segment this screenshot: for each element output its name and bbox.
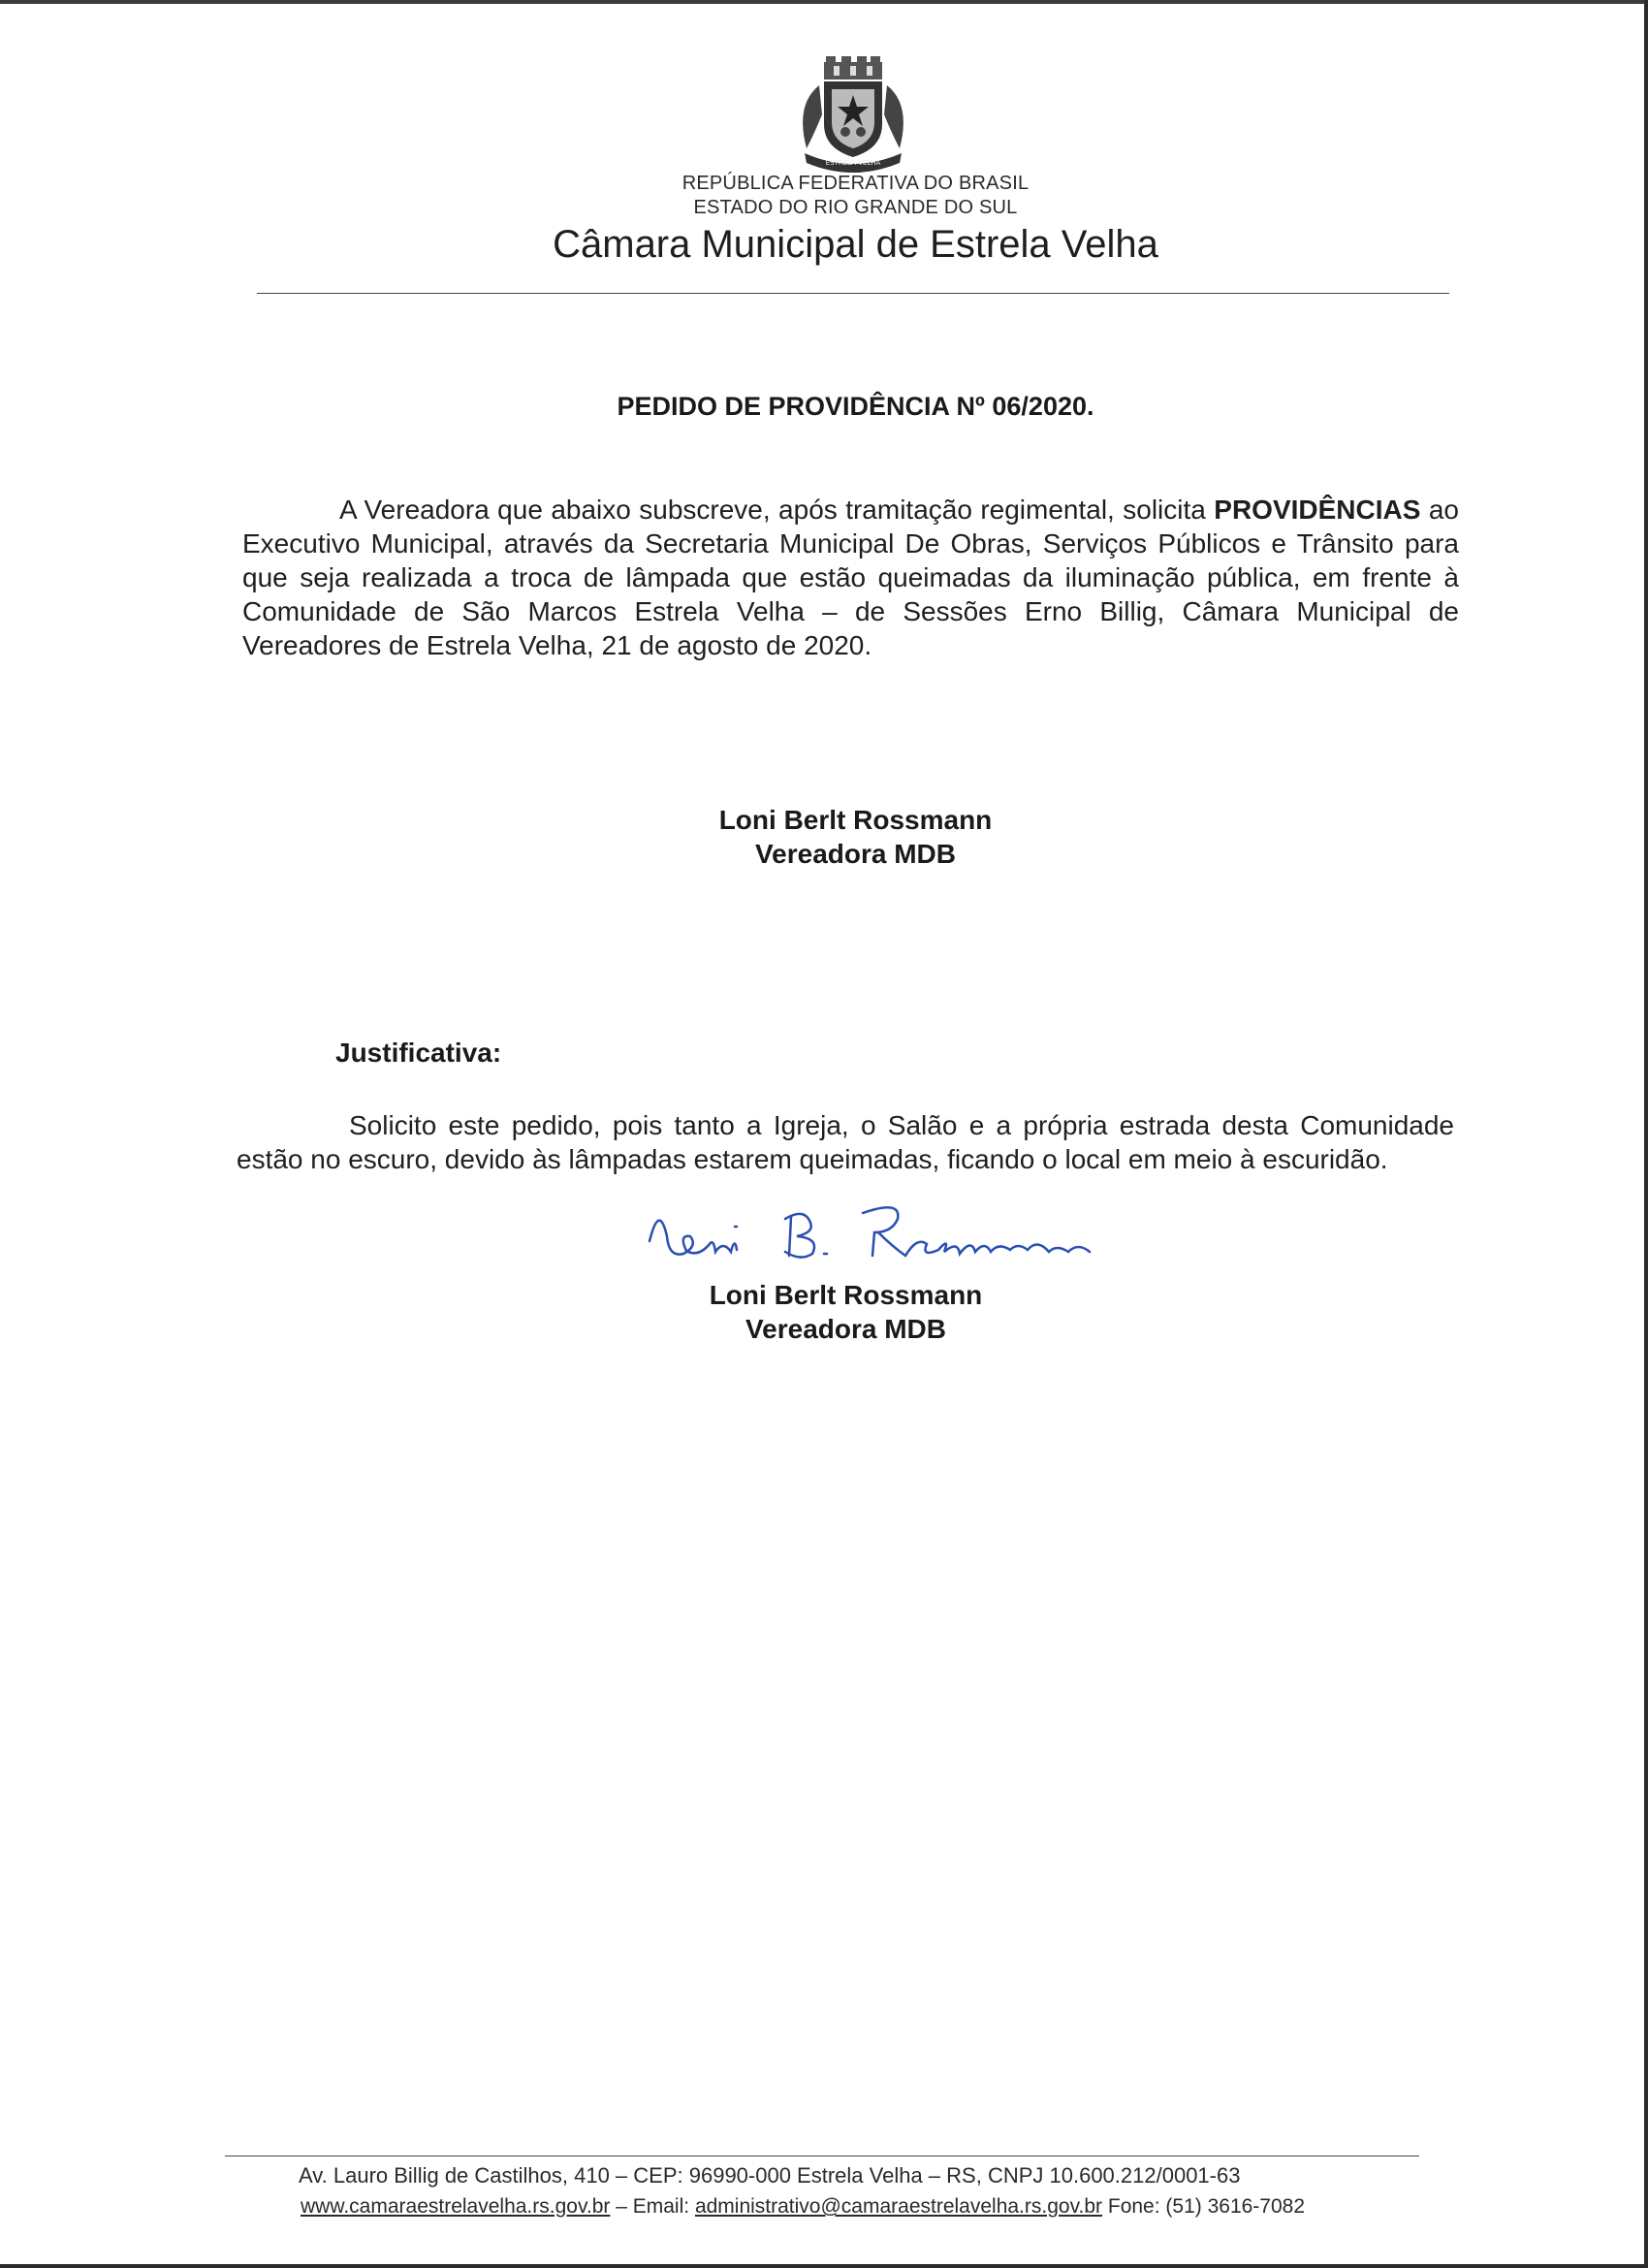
email-label: – Email:	[610, 2195, 695, 2218]
page-edge-top	[0, 0, 1648, 4]
page-edge-bottom	[0, 2264, 1648, 2268]
page-edge-right	[1644, 0, 1648, 2268]
request-keyword: PROVIDÊNCIAS	[1214, 495, 1421, 525]
coat-of-arms-emblem	[785, 56, 921, 173]
request-text-start: A Vereadora que abaixo subscreve, após tramitação regimental, solicita	[339, 495, 1215, 525]
signer-name: Loni Berlt Rossmann	[718, 805, 993, 835]
footer-address: Av. Lauro Billig de Castilhos, 410 – CEP: 96990-000 Estrela Velha – RS, CNPJ 10.600.212/0001-63	[299, 2163, 1241, 2188]
header-title: Câmara Municipal de Estrela Velha	[553, 223, 1158, 266]
phone-text: Fone: (51) 3616-7082	[1102, 2195, 1306, 2218]
footer-contacts	[301, 2195, 1305, 2219]
signer-role: Vereadora MDB	[755, 839, 956, 869]
svg-text:ESTRELA VELHA: ESTRELA VELHA	[825, 159, 881, 167]
email-link[interactable]: administrativo@camaraestrelavelha.rs.gov.br	[694, 2195, 1103, 2218]
justification-heading: Justificativa:	[335, 1038, 502, 1068]
signer-name: Loni Berlt Rossmann	[709, 1280, 983, 1310]
signature-block-top	[0, 803, 1648, 871]
header-divider	[257, 293, 1449, 294]
request-text-end: ao Executivo Municipal, através da Secretaria Municipal De Obras, Serviços Públicos e Trânsito para que seja realizada a troca de lâmpada que estão queimadas da iluminação pública, em frente à Comunidade de São Marcos Estrela Velha – de Sessões Erno Billig, Câmara Municipal de Vereadores de Estrela Velha, 21 de agosto de 2020.	[242, 495, 1459, 660]
header-country: REPÚBLICA FEDERATIVA DO BRASIL	[681, 173, 1030, 194]
website-link[interactable]: www.camaraestrelavelha.rs.gov.br	[301, 2195, 611, 2218]
signer-role: Vereadora MDB	[745, 1314, 946, 1344]
header-state: ESTADO DO RIO GRANDE DO SUL	[693, 197, 1018, 218]
justification-paragraph: Solicito este pedido, pois tanto a Igreja, o Salão e a própria estrada desta Comunidade estão no escuro, devido às lâmpadas estarem queimadas, ficando o local em meio à escuridão.	[237, 1110, 1454, 1174]
request-paragraph	[242, 493, 1459, 662]
document-title: PEDIDO DE PROVIDÊNCIA Nº 06/2020.	[617, 392, 1094, 421]
handwritten-signature	[630, 1198, 1212, 1275]
signature-block-bottom	[0, 1278, 1648, 1346]
